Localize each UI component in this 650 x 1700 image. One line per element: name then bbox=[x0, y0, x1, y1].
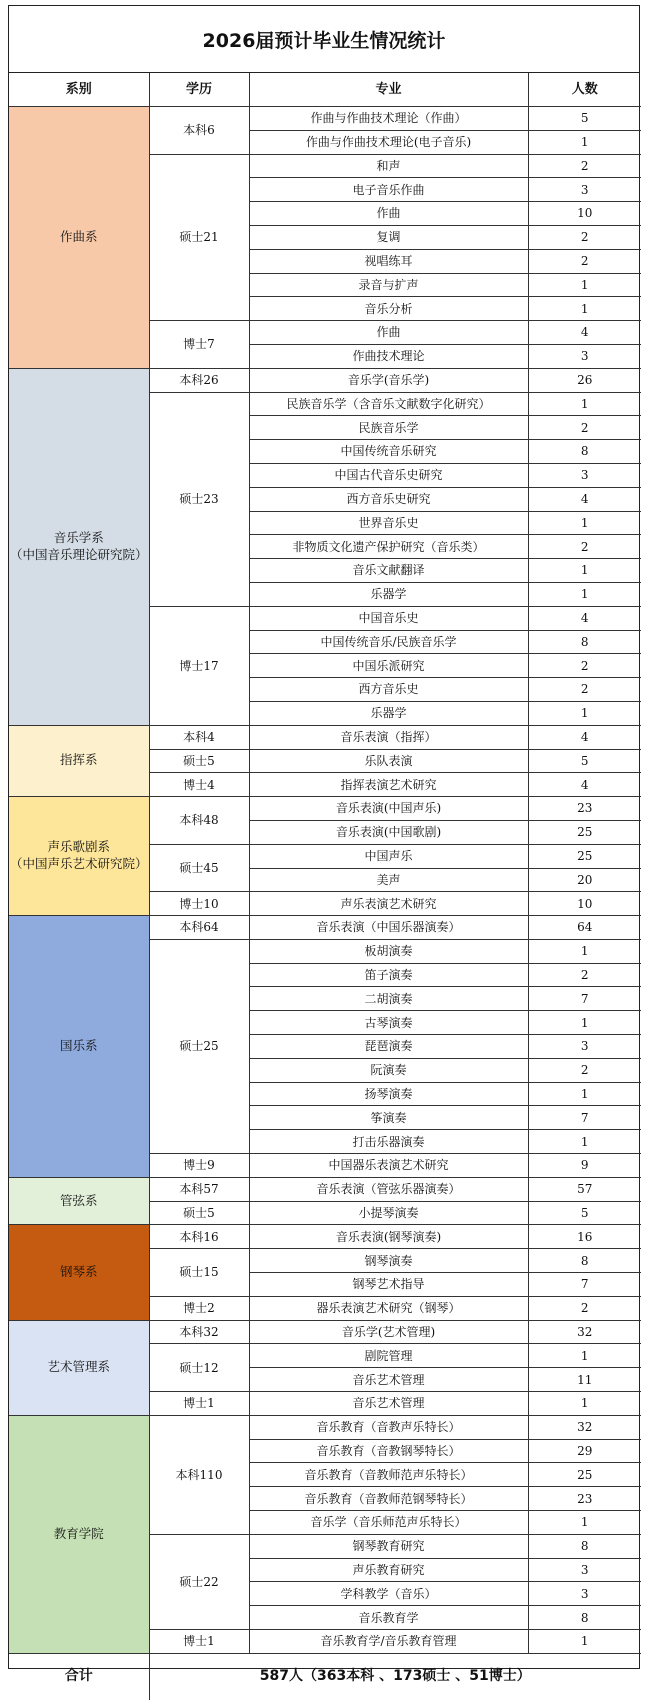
degree-cell: 硕士21 bbox=[149, 154, 249, 321]
major-cell: 音乐教育（音教师范声乐特长） bbox=[249, 1463, 528, 1487]
header-major: 专业 bbox=[249, 73, 528, 107]
major-cell: 二胡演奏 bbox=[249, 987, 528, 1011]
major-cell: 民族音乐学（含音乐文献数字化研究） bbox=[249, 392, 528, 416]
dept-name: 作曲系 bbox=[59, 228, 98, 244]
major-cell: 电子音乐作曲 bbox=[249, 178, 528, 202]
major-cell: 中国器乐表演艺术研究 bbox=[249, 1154, 528, 1178]
count-cell: 1 bbox=[528, 559, 641, 583]
count-cell: 1 bbox=[528, 130, 641, 154]
count-cell: 1 bbox=[528, 1082, 641, 1106]
major-cell: 作曲与作曲技术理论(电子音乐) bbox=[249, 130, 528, 154]
count-cell: 3 bbox=[528, 1582, 641, 1606]
degree-cell: 硕士5 bbox=[149, 1201, 249, 1225]
major-cell: 学科教学（音乐） bbox=[249, 1582, 528, 1606]
count-cell: 23 bbox=[528, 1487, 641, 1511]
major-cell: 西方音乐史研究 bbox=[249, 487, 528, 511]
count-cell: 25 bbox=[528, 844, 641, 868]
dept-cell bbox=[9, 368, 149, 725]
count-cell: 8 bbox=[528, 1249, 641, 1273]
dept-cell bbox=[9, 797, 149, 916]
dept-name: 钢琴系 bbox=[59, 1264, 98, 1280]
count-cell: 4 bbox=[528, 321, 641, 345]
major-cell: 小提琴演奏 bbox=[249, 1201, 528, 1225]
degree-cell: 本科32 bbox=[149, 1320, 249, 1344]
major-cell: 器乐表演艺术研究（钢琴） bbox=[249, 1296, 528, 1320]
major-cell: 乐器学 bbox=[249, 582, 528, 606]
major-cell: 民族音乐学 bbox=[249, 416, 528, 440]
header-count: 人数 bbox=[528, 73, 641, 107]
header-row bbox=[9, 73, 641, 107]
count-cell: 26 bbox=[528, 368, 641, 392]
count-cell: 3 bbox=[528, 178, 641, 202]
count-cell: 64 bbox=[528, 916, 641, 940]
major-cell: 视唱练耳 bbox=[249, 249, 528, 273]
major-cell: 阮演奏 bbox=[249, 1058, 528, 1082]
count-cell: 3 bbox=[528, 1558, 641, 1582]
major-cell: 乐器学 bbox=[249, 701, 528, 725]
major-cell: 笛子演奏 bbox=[249, 963, 528, 987]
major-cell: 声乐表演艺术研究 bbox=[249, 892, 528, 916]
count-cell: 7 bbox=[528, 1106, 641, 1130]
major-cell: 音乐表演（管弦乐器演奏） bbox=[249, 1177, 528, 1201]
count-cell: 57 bbox=[528, 1177, 641, 1201]
degree-cell: 博士1 bbox=[149, 1392, 249, 1416]
major-cell: 音乐学（音乐师范声乐特长） bbox=[249, 1511, 528, 1535]
degree-cell: 硕士23 bbox=[149, 392, 249, 606]
count-cell: 4 bbox=[528, 725, 641, 749]
major-cell: 扬琴演奏 bbox=[249, 1082, 528, 1106]
count-cell: 8 bbox=[528, 1534, 641, 1558]
major-cell: 音乐文献翻译 bbox=[249, 559, 528, 583]
degree-cell: 博士7 bbox=[149, 321, 249, 369]
degree-cell: 本科48 bbox=[149, 797, 249, 845]
major-cell: 录音与扩声 bbox=[249, 273, 528, 297]
degree-cell: 博士17 bbox=[149, 606, 249, 725]
major-cell: 钢琴艺术指导 bbox=[249, 1273, 528, 1297]
count-cell: 1 bbox=[528, 1630, 641, 1654]
dept-name: 艺术管理系 bbox=[47, 1359, 110, 1375]
count-cell: 5 bbox=[528, 107, 641, 131]
degree-cell: 硕士15 bbox=[149, 1249, 249, 1297]
major-cell: 音乐教育（音教师范钢琴特长） bbox=[249, 1487, 528, 1511]
major-cell: 中国音乐史 bbox=[249, 606, 528, 630]
count-cell: 3 bbox=[528, 1035, 641, 1059]
count-cell: 1 bbox=[528, 297, 641, 321]
major-cell: 音乐学(艺术管理) bbox=[249, 1320, 528, 1344]
major-cell: 琵琶演奏 bbox=[249, 1035, 528, 1059]
count-cell: 2 bbox=[528, 1296, 641, 1320]
degree-cell: 本科16 bbox=[149, 1225, 249, 1249]
count-cell: 1 bbox=[528, 392, 641, 416]
count-cell: 8 bbox=[528, 440, 641, 464]
count-cell: 11 bbox=[528, 1368, 641, 1392]
table-row bbox=[9, 797, 641, 821]
count-cell: 1 bbox=[528, 1392, 641, 1416]
count-cell: 2 bbox=[528, 154, 641, 178]
major-cell: 复调 bbox=[249, 225, 528, 249]
major-cell: 非物质文化遗产保护研究（音乐类） bbox=[249, 535, 528, 559]
count-cell: 2 bbox=[528, 535, 641, 559]
count-cell: 20 bbox=[528, 868, 641, 892]
dept-subtitle: （中国声乐艺术研究院） bbox=[9, 856, 148, 872]
table-body bbox=[9, 107, 641, 1654]
count-cell: 16 bbox=[528, 1225, 641, 1249]
statistics-sheet bbox=[8, 5, 640, 1685]
count-cell: 2 bbox=[528, 1058, 641, 1082]
degree-cell: 硕士5 bbox=[149, 749, 249, 773]
degree-cell: 硕士45 bbox=[149, 844, 249, 892]
count-cell: 2 bbox=[528, 416, 641, 440]
major-cell: 西方音乐史 bbox=[249, 678, 528, 702]
degree-cell: 博士4 bbox=[149, 773, 249, 797]
table-row bbox=[9, 725, 641, 749]
major-cell: 音乐表演（指挥） bbox=[249, 725, 528, 749]
dept-cell bbox=[9, 1177, 149, 1225]
major-cell: 音乐教育（音教钢琴特长） bbox=[249, 1439, 528, 1463]
count-cell: 1 bbox=[528, 1511, 641, 1535]
count-cell: 4 bbox=[528, 606, 641, 630]
major-cell: 中国古代音乐史研究 bbox=[249, 463, 528, 487]
major-cell: 钢琴教育研究 bbox=[249, 1534, 528, 1558]
major-cell: 音乐艺术管理 bbox=[249, 1392, 528, 1416]
major-cell: 作曲 bbox=[249, 321, 528, 345]
dept-cell bbox=[9, 1225, 149, 1320]
degree-cell: 本科6 bbox=[149, 107, 249, 155]
degree-cell: 本科4 bbox=[149, 725, 249, 749]
table-row bbox=[9, 368, 641, 392]
major-cell: 音乐教育学 bbox=[249, 1606, 528, 1630]
major-cell: 剧院管理 bbox=[249, 1344, 528, 1368]
degree-cell: 硕士25 bbox=[149, 939, 249, 1153]
count-cell: 1 bbox=[528, 701, 641, 725]
major-cell: 筝演奏 bbox=[249, 1106, 528, 1130]
count-cell: 2 bbox=[528, 225, 641, 249]
count-cell: 1 bbox=[528, 1011, 641, 1035]
count-cell: 7 bbox=[528, 1273, 641, 1297]
major-cell: 板胡演奏 bbox=[249, 939, 528, 963]
degree-cell: 本科64 bbox=[149, 916, 249, 940]
count-cell: 5 bbox=[528, 749, 641, 773]
count-cell: 2 bbox=[528, 678, 641, 702]
major-cell: 古琴演奏 bbox=[249, 1011, 528, 1035]
count-cell: 1 bbox=[528, 273, 641, 297]
degree-cell: 本科26 bbox=[149, 368, 249, 392]
major-cell: 音乐表演(钢琴演奏) bbox=[249, 1225, 528, 1249]
count-cell: 5 bbox=[528, 1201, 641, 1225]
total-row bbox=[9, 1653, 641, 1700]
major-cell: 作曲与作曲技术理论（作曲） bbox=[249, 107, 528, 131]
degree-cell: 本科110 bbox=[149, 1415, 249, 1534]
dept-name: 国乐系 bbox=[59, 1038, 98, 1054]
major-cell: 和声 bbox=[249, 154, 528, 178]
count-cell: 2 bbox=[528, 963, 641, 987]
header-dept: 系别 bbox=[9, 73, 149, 107]
dept-name: 指挥系 bbox=[59, 752, 98, 768]
major-cell: 音乐学(音乐学) bbox=[249, 368, 528, 392]
degree-cell: 硕士12 bbox=[149, 1344, 249, 1392]
count-cell: 4 bbox=[528, 487, 641, 511]
major-cell: 音乐分析 bbox=[249, 297, 528, 321]
dept-name: 管弦系 bbox=[59, 1192, 98, 1208]
dept-subtitle: （中国音乐理论研究院） bbox=[9, 546, 148, 562]
dept-cell bbox=[9, 1320, 149, 1415]
major-cell: 指挥表演艺术研究 bbox=[249, 773, 528, 797]
table-row bbox=[9, 1415, 641, 1439]
dept-cell bbox=[9, 107, 149, 369]
dept-cell bbox=[9, 1415, 149, 1653]
total-value: 587人（363本科 、173硕士 、51博士） bbox=[149, 1653, 641, 1700]
count-cell: 1 bbox=[528, 939, 641, 963]
count-cell: 3 bbox=[528, 344, 641, 368]
count-cell: 10 bbox=[528, 892, 641, 916]
major-cell: 钢琴演奏 bbox=[249, 1249, 528, 1273]
count-cell: 29 bbox=[528, 1439, 641, 1463]
table-row bbox=[9, 1320, 641, 1344]
table-row bbox=[9, 916, 641, 940]
header-degree: 学历 bbox=[149, 73, 249, 107]
count-cell: 32 bbox=[528, 1320, 641, 1344]
dept-cell bbox=[9, 916, 149, 1178]
major-cell: 音乐艺术管理 bbox=[249, 1368, 528, 1392]
count-cell: 25 bbox=[528, 820, 641, 844]
degree-cell: 本科57 bbox=[149, 1177, 249, 1201]
major-cell: 中国声乐 bbox=[249, 844, 528, 868]
count-cell: 8 bbox=[528, 630, 641, 654]
count-cell: 9 bbox=[528, 1154, 641, 1178]
major-cell: 音乐教育学/音乐教育管理 bbox=[249, 1630, 528, 1654]
count-cell: 2 bbox=[528, 249, 641, 273]
count-cell: 3 bbox=[528, 463, 641, 487]
count-cell: 2 bbox=[528, 654, 641, 678]
table-row bbox=[9, 1225, 641, 1249]
degree-cell: 博士2 bbox=[149, 1296, 249, 1320]
major-cell: 乐队表演 bbox=[249, 749, 528, 773]
dept-name: 教育学院 bbox=[53, 1525, 104, 1541]
major-cell: 作曲 bbox=[249, 202, 528, 226]
major-cell: 中国传统音乐/民族音乐学 bbox=[249, 630, 528, 654]
count-cell: 1 bbox=[528, 511, 641, 535]
major-cell: 音乐教育（音教声乐特长） bbox=[249, 1415, 528, 1439]
major-cell: 声乐教育研究 bbox=[249, 1558, 528, 1582]
dept-name: 音乐学系 bbox=[53, 529, 104, 545]
count-cell: 7 bbox=[528, 987, 641, 1011]
count-cell: 23 bbox=[528, 797, 641, 821]
major-cell: 作曲技术理论 bbox=[249, 344, 528, 368]
major-cell: 音乐表演（中国乐器演奏） bbox=[249, 916, 528, 940]
page-title: 2026届预计毕业生情况统计 bbox=[9, 6, 639, 73]
dept-cell bbox=[9, 725, 149, 796]
major-cell: 音乐表演(中国声乐) bbox=[249, 797, 528, 821]
degree-cell: 博士1 bbox=[149, 1630, 249, 1654]
count-cell: 10 bbox=[528, 202, 641, 226]
total-label: 合计 bbox=[9, 1653, 149, 1700]
major-cell: 美声 bbox=[249, 868, 528, 892]
major-cell: 中国乐派研究 bbox=[249, 654, 528, 678]
count-cell: 32 bbox=[528, 1415, 641, 1439]
table-row bbox=[9, 107, 641, 131]
graduates-table bbox=[9, 73, 641, 1700]
count-cell: 1 bbox=[528, 582, 641, 606]
major-cell: 打击乐器演奏 bbox=[249, 1130, 528, 1154]
degree-cell: 博士10 bbox=[149, 892, 249, 916]
major-cell: 中国传统音乐研究 bbox=[249, 440, 528, 464]
major-cell: 音乐表演(中国歌剧) bbox=[249, 820, 528, 844]
count-cell: 1 bbox=[528, 1344, 641, 1368]
count-cell: 25 bbox=[528, 1463, 641, 1487]
degree-cell: 博士9 bbox=[149, 1154, 249, 1178]
table-row bbox=[9, 1177, 641, 1201]
count-cell: 1 bbox=[528, 1130, 641, 1154]
major-cell: 世界音乐史 bbox=[249, 511, 528, 535]
count-cell: 4 bbox=[528, 773, 641, 797]
count-cell: 8 bbox=[528, 1606, 641, 1630]
degree-cell: 硕士22 bbox=[149, 1534, 249, 1629]
dept-name: 声乐歌剧系 bbox=[47, 839, 110, 855]
